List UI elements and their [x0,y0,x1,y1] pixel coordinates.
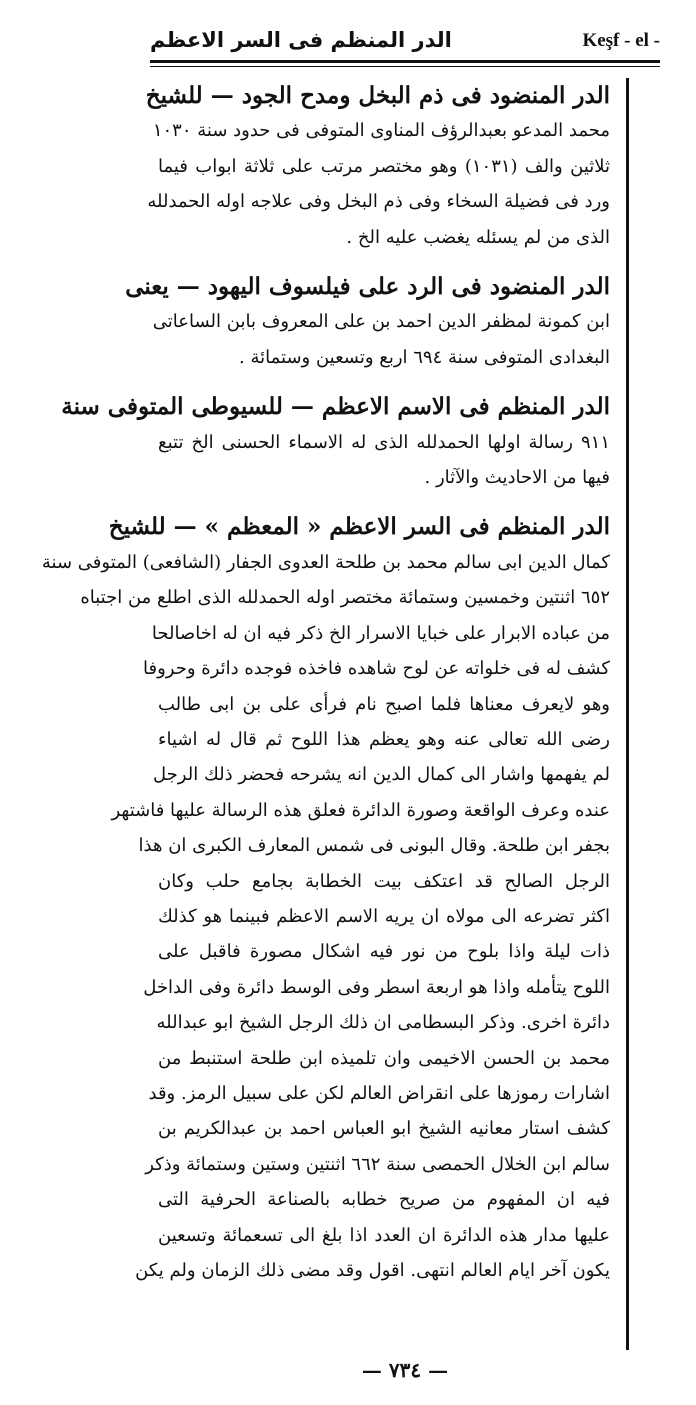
entry-line: محمد بن الحسن الاخيمى وان تلميذه ابن طلحة استنبط من [158,1047,610,1069]
entry-line: كشف استار معانيه الشيخ ابو العباس احمد بن عبدالكريم بن [158,1118,610,1140]
entry-line: دائرة اخرى. وذكر البسطامى ان ذلك الرجل الشيخ ابو عبدالله [156,1012,610,1034]
entry-line: الدر المنظم فى السر الاعظم « المعظم » — للشيخ [108,513,610,541]
entry-line: فيه ان المفهوم من صريح خطابه بالصناعة الحرفية التى [158,1189,610,1211]
entry-line: عنده وعرف الواقعة وصورة الدائرة فعلق هذه الرسالة عليها فاشتهر [111,799,610,821]
running-title-latin: Keşf - el - [582,30,660,51]
entry-line: رضى الله تعالى عنه وهو يعظم هذا اللوح ثم قال له اشياء [158,728,610,750]
running-header [150,22,660,58]
entry-line: لم يفهمها واشار الى كمال الدين انه يشرحه فحضر ذلك الرجل [153,764,610,786]
entry-line: البغدادى المتوفى سنة ٦٩٤ اربع وتسعين وستمائة . [239,346,610,368]
entry-line: اكثر تضرعه الى مولاه ان يريه الاسم الاعظم فبينما هو كذلك [158,905,610,927]
entry-line: الذى من لم يسئله يغضب عليه الخ . [346,226,610,248]
entry-line: ٦٥٢ اثنتين وخمسين وستمائة مختصر اوله الحمدلله الذى اطلع من اجتباه [80,587,610,609]
entry-line: محمد المدعو بعبدالرؤف المناوى المتوفى فى حدود سنة ١٠٣٠ [152,120,610,142]
entry-durr-munazzam-sirr [41,509,610,1288]
entry-line: ابن كمونة لمظفر الدين احمد بن على المعروف بابن الساعاتى [152,311,610,333]
page-body [41,78,611,1348]
page-number: — ٧٣٤ — [361,1358,449,1382]
entry-line: سالم ابن الخلال الحمصى سنة ٦٦٢ اثنتين وستين وستمائة وذكر [145,1153,610,1175]
entry-line: ٩١١ رسالة اولها الحمدلله الذى له الاسماء الحسنى الخ تتبع [158,431,610,453]
entry-line: الدر المنضود فى الرد على فيلسوف اليهود — يعنى [125,273,610,301]
entry-durr-manzud-radd [125,269,610,375]
running-title-arabic: الدر المنظم فى السر الاعظم [150,28,452,52]
header-rule-thin [150,66,660,67]
entry-line: الرجل الصالح قد اعتكف بيت الخطابة بجامع حلب وكان [158,870,610,892]
entry-line: من عباده الابرار على خبايا الاسرار الخ ذكر فيه ان له اخاصالحا [151,622,610,644]
entry-line: اشارات رموزها على انقراض العالم لكن على سبيل الرمز. وقد [148,1082,610,1104]
entry-durr-munazzam-ism [61,389,610,495]
entry-line: يكون آخر ايام العالم انتهى. اقول وقد مضى ذلك الزمان ولم يكن [135,1260,610,1281]
entry-line: وهو لايعرف معناها فلما اصبح نام فرأى على بن ابى طالب [158,693,610,715]
entry-line: عليها مدار هذه الدائرة ان العدد اذا بلغ الى تسعمائة وتسعين [158,1224,610,1246]
entry-durr-manzud-bukhl [145,78,611,255]
entry-line: كشف له فى خلواته عن لوح شاهده فاخذه فوجده دائرة وحروفا [143,658,610,680]
entry-line: ورد فى فضيلة السخاء وفى ذم البخل وفى علاجه اوله الحمدلله [147,191,610,213]
margin-rule [626,78,629,1350]
entry-line: الدر المنظم فى الاسم الاعظم — للسيوطى المتوفى سنة [61,393,610,421]
entry-line: اللوح يتأمله واذا هو اربعة اسطر وفى الوسط دائرة وفى الداخل [143,976,610,998]
entry-line: ثلاثين والف (١٠٣١) وهو مختصر مرتب على ثلاثة ابواب فيما [158,155,611,177]
entry-line: كمال الدين ابى سالم محمد بن طلحة العدوى الجفار (الشافعى) المتوفى سنة [41,551,610,573]
entry-line: ذات ليلة واذا بلوح من نور فيه اشكال مصورة فاقبل على [158,941,610,963]
entry-line: فيها من الاحاديث والآثار . [424,467,610,489]
entry-line: الدر المنضود فى ذم البخل ومدح الجود — للشيخ [145,82,610,109]
header-rule-thick [150,60,660,63]
entry-line: بجفر ابن طلحة. وقال البونى فى شمس المعارف الكبرى ان هذا [138,835,610,857]
